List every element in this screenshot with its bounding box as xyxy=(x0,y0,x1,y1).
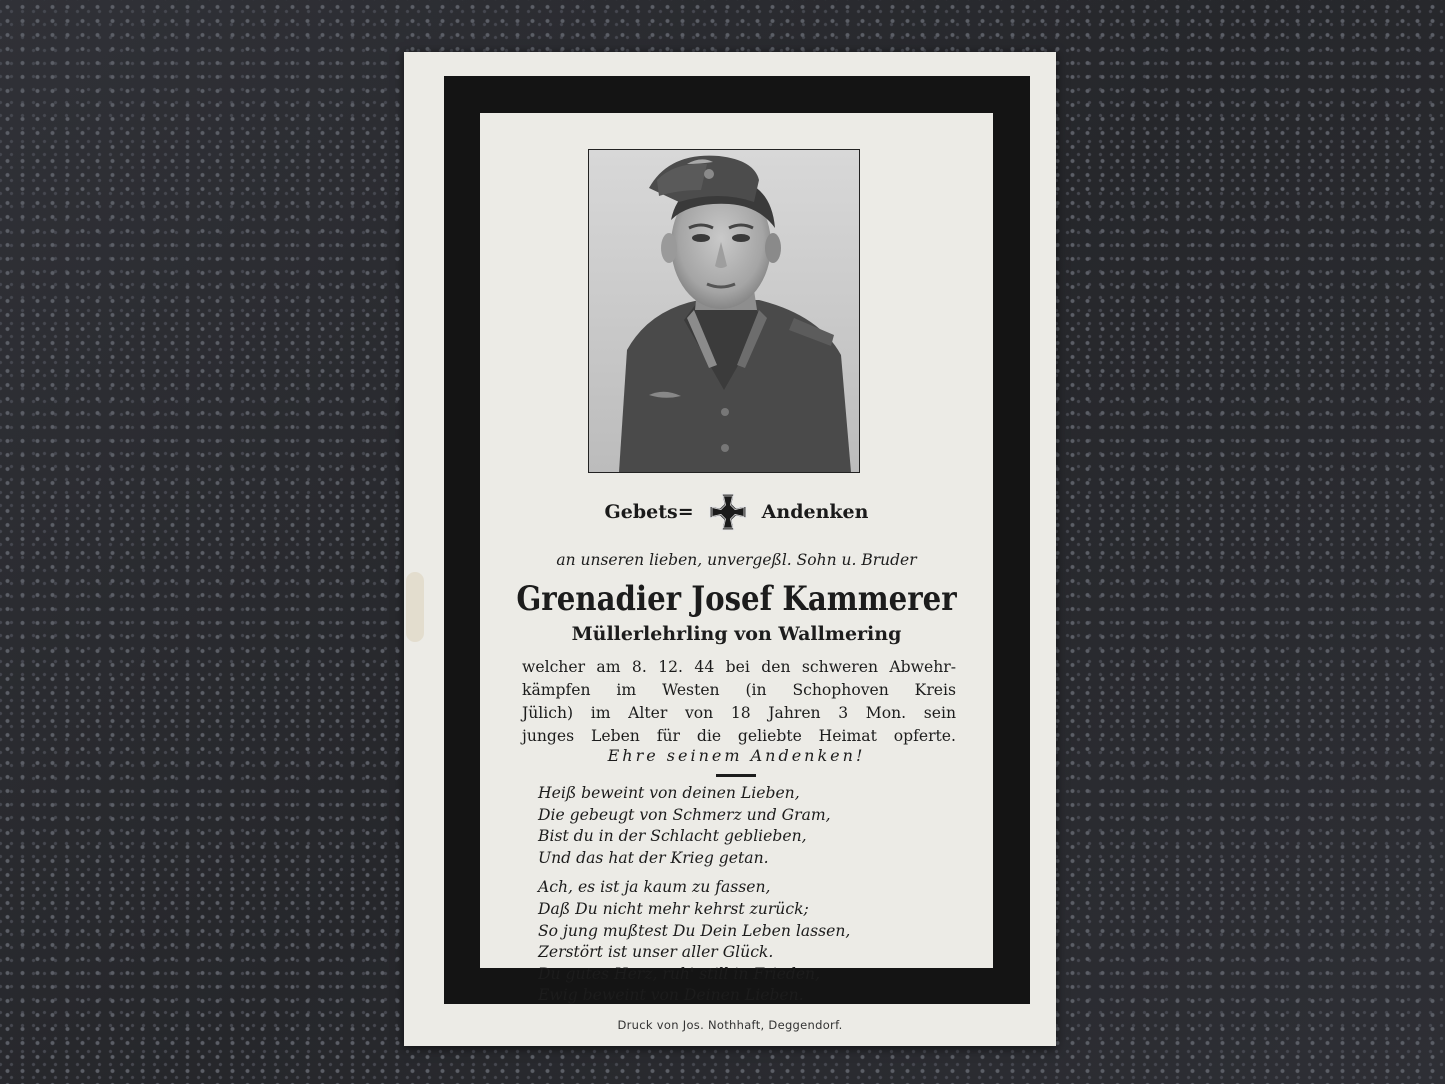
bio-line: welcher am 8. 12. 44 bei den schweren Abwehr- xyxy=(522,658,956,676)
paper-stain xyxy=(406,572,424,642)
divider-rule xyxy=(716,774,756,777)
poem-line: Die gebeugt von Schmerz und Gram, xyxy=(538,805,831,824)
occupation-line: Müllerlehrling von Wallmering xyxy=(571,623,902,645)
memorial-poem xyxy=(538,783,968,1007)
poem-line: Bist du in der Schlacht geblieben, xyxy=(538,827,807,846)
poem-line: Du gutes Herz, ruh' still in Frieden, xyxy=(538,964,821,983)
printer-credit: Druck von Jos. Nothhaft, Deggendorf. xyxy=(617,1018,843,1032)
poem-line: Zerstört ist unser aller Glück. xyxy=(538,943,774,962)
poem-line: So jung mußtest Du Dein Leben lassen, xyxy=(538,921,851,940)
portrait-image xyxy=(589,150,859,472)
poem-line: Ach, es ist ja kaum zu fassen, xyxy=(538,878,771,897)
memorial-card xyxy=(404,52,1056,1046)
heading-row xyxy=(480,491,993,533)
honor-line: Ehre seinem Andenken! xyxy=(607,746,866,765)
iron-cross-icon xyxy=(708,492,748,532)
poem-line: Und das hat der Krieg getan. xyxy=(538,848,769,867)
poem-line: Daß Du nicht mehr kehrst zurück; xyxy=(538,899,809,918)
heading-left: Gebets= xyxy=(604,501,694,523)
poem-line: Heiß beweint von deinen Lieben, xyxy=(538,784,800,802)
poem-line: Ewig beweint von Deinen Lieben. xyxy=(538,986,804,1005)
biography-text xyxy=(522,656,956,748)
stanza-gap xyxy=(538,869,968,877)
dedication-line: an unseren lieben, unvergeßl. Sohn u. Bruder xyxy=(556,551,917,569)
soldier-name: Grenadier Josef Kammerer xyxy=(516,579,957,619)
bio-line: junges Leben für die geliebte Heimat opferte. xyxy=(522,727,956,745)
soldier-portrait xyxy=(588,149,860,473)
card-inner-field xyxy=(480,113,993,1005)
bio-line: kämpfen im Westen (in Schophoven Kreis xyxy=(522,681,956,699)
bio-line: Jülich) im Alter von 18 Jahren 3 Mon. sein xyxy=(522,704,956,722)
heading-right: Andenken xyxy=(761,501,869,523)
mourning-border xyxy=(444,76,1030,1004)
